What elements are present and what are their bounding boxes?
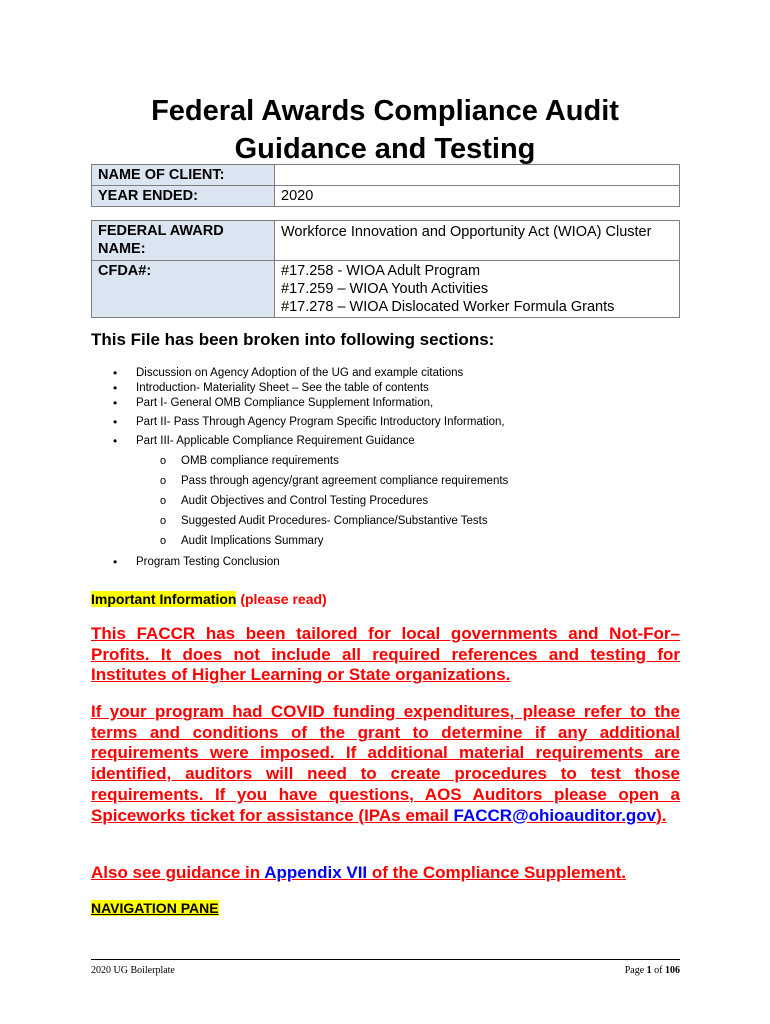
cfda-values: [275, 261, 680, 318]
list-item: • Part I- General OMB Compliance Supplement Information,: [91, 396, 651, 411]
faccr-email-link[interactable]: FACCR@ohioauditor.gov: [453, 805, 657, 825]
award-table: [91, 220, 680, 318]
client-table: [91, 164, 680, 207]
sub-list: [136, 451, 651, 551]
list-item: • Introduction- Materiality Sheet – See the table of contents: [91, 381, 651, 396]
footer-doc-name: 2020 UG Boilerplate: [91, 965, 175, 976]
covid-notice: [91, 702, 680, 826]
page-current: 1: [646, 965, 652, 976]
sections-list: [91, 366, 651, 570]
title-line-1: Federal Awards Compliance Audit: [151, 95, 619, 127]
list-item: • Discussion on Agency Adoption of the UG and example citations: [91, 366, 651, 381]
client-name-label: NAME OF CLIENT:: [92, 165, 275, 186]
sections-heading: This File has been broken into following sections:: [91, 330, 495, 349]
year-ended-label: YEAR ENDED:: [92, 186, 275, 207]
footer-divider: [91, 959, 680, 960]
important-label: Important Information: [91, 591, 237, 607]
sub-list-item: o OMB compliance requirements: [136, 451, 651, 471]
list-item: [91, 434, 651, 551]
award-name-label: FEDERAL AWARD NAME:: [92, 221, 275, 261]
list-item: • Part II- Pass Through Agency Program Specific Introductory Information,: [91, 415, 651, 430]
page-prefix: Page: [624, 965, 647, 976]
sub-list-item: o Audit Implications Summary: [136, 531, 651, 551]
page-of: of: [651, 965, 665, 976]
appendix-link[interactable]: Appendix VII: [264, 863, 368, 882]
cfda-value-3: #17.278 – WIOA Dislocated Worker Formula Grants: [281, 299, 615, 315]
award-name-value: Workforce Innovation and Opportunity Act (WIOA) Cluster: [275, 221, 680, 261]
title-line-2: Guidance and Testing: [234, 133, 536, 165]
appendix-notice: [91, 863, 680, 884]
list-item: • Program Testing Conclusion: [91, 555, 651, 570]
navigation-pane-label: NAVIGATION PANE: [91, 900, 219, 916]
cfda-label: CFDA#:: [92, 261, 275, 318]
covid-notice-end: ).: [656, 805, 667, 825]
page-title: [0, 92, 770, 168]
important-note: (please read): [236, 591, 327, 607]
important-info: [91, 591, 327, 607]
appendix-before: Also see guidance in: [91, 863, 265, 882]
sub-list-item: o Audit Objectives and Control Testing Procedures: [136, 491, 651, 511]
sub-list-item: o Pass through agency/grant agreement compliance requirements: [136, 471, 651, 491]
client-name-value: [275, 165, 680, 186]
list-item-label: Part III- Applicable Compliance Requirement Guidance: [136, 435, 415, 447]
year-ended-value: 2020: [275, 186, 680, 207]
appendix-after: of the Compliance Supplement.: [367, 863, 626, 882]
page-total: 106: [665, 965, 680, 976]
cfda-value-2: #17.259 – WIOA Youth Activities: [281, 281, 489, 297]
faccr-notice: This FACCR has been tailored for local governments and Not-For–Profits. It does not include all required references and testing for Institutes of Higher Learning or State organizations.: [91, 624, 680, 685]
cfda-value-1: #17.258 - WIOA Adult Program: [281, 263, 481, 279]
covid-notice-text: If your program had COVID funding expenditures, please refer to the terms and conditions of the grant to determine if any additional requirements were imposed. If additional material requirements are identified, auditors will need to create procedures to test those requirements. If you have questions, AOS Auditors please open a Spiceworks ticket for assistance (IPAs email: [91, 702, 680, 825]
footer-page-number: [625, 965, 680, 976]
sub-list-item: o Suggested Audit Procedures- Compliance/Substantive Tests: [136, 511, 651, 531]
navigation-pane-heading: [91, 900, 219, 916]
